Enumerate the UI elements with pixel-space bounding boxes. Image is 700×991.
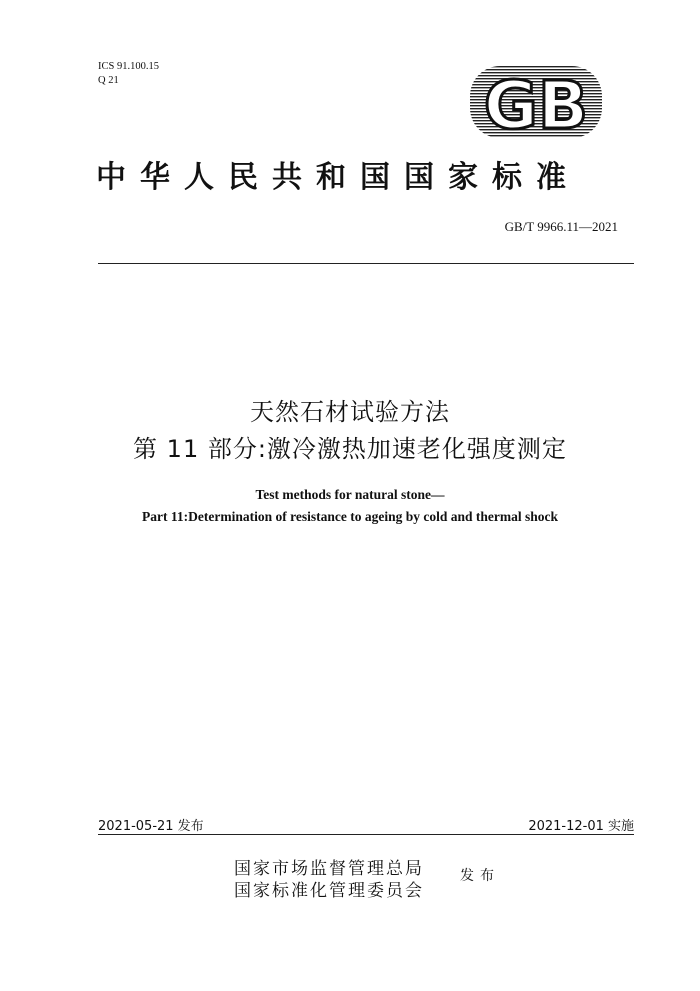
ics-code: ICS 91.100.15 [98, 61, 159, 72]
organization-title: 中华人民共和国国家标准 [96, 160, 580, 195]
issue-label: 发布 [460, 868, 500, 884]
top-divider [98, 263, 634, 264]
title-zh-line2: 第 11 部分:激冷激热加速老化强度测定 [133, 435, 567, 463]
title-en-line2: Part 11:Determination of resistance to ageing by cold and thermal shock [142, 509, 558, 524]
authority-samr: 国家市场监督管理总局 [234, 859, 424, 879]
publish-date: 2021-05-21 发布 [98, 819, 204, 834]
authority-sac: 国家标准化管理委员会 [234, 881, 424, 901]
title-zh-line1: 天然石材试验方法 [250, 398, 450, 426]
ccs-code: Q 21 [98, 75, 119, 86]
logo-text: GB [483, 67, 589, 138]
title-en-line1: Test methods for natural stone— [255, 487, 445, 502]
bottom-divider [98, 834, 634, 835]
gb-logo-icon [470, 66, 602, 138]
standard-code: GB/T 9966.11—2021 [504, 219, 618, 234]
implement-date: 2021-12-01 实施 [528, 819, 634, 834]
ics-classification [98, 60, 159, 88]
